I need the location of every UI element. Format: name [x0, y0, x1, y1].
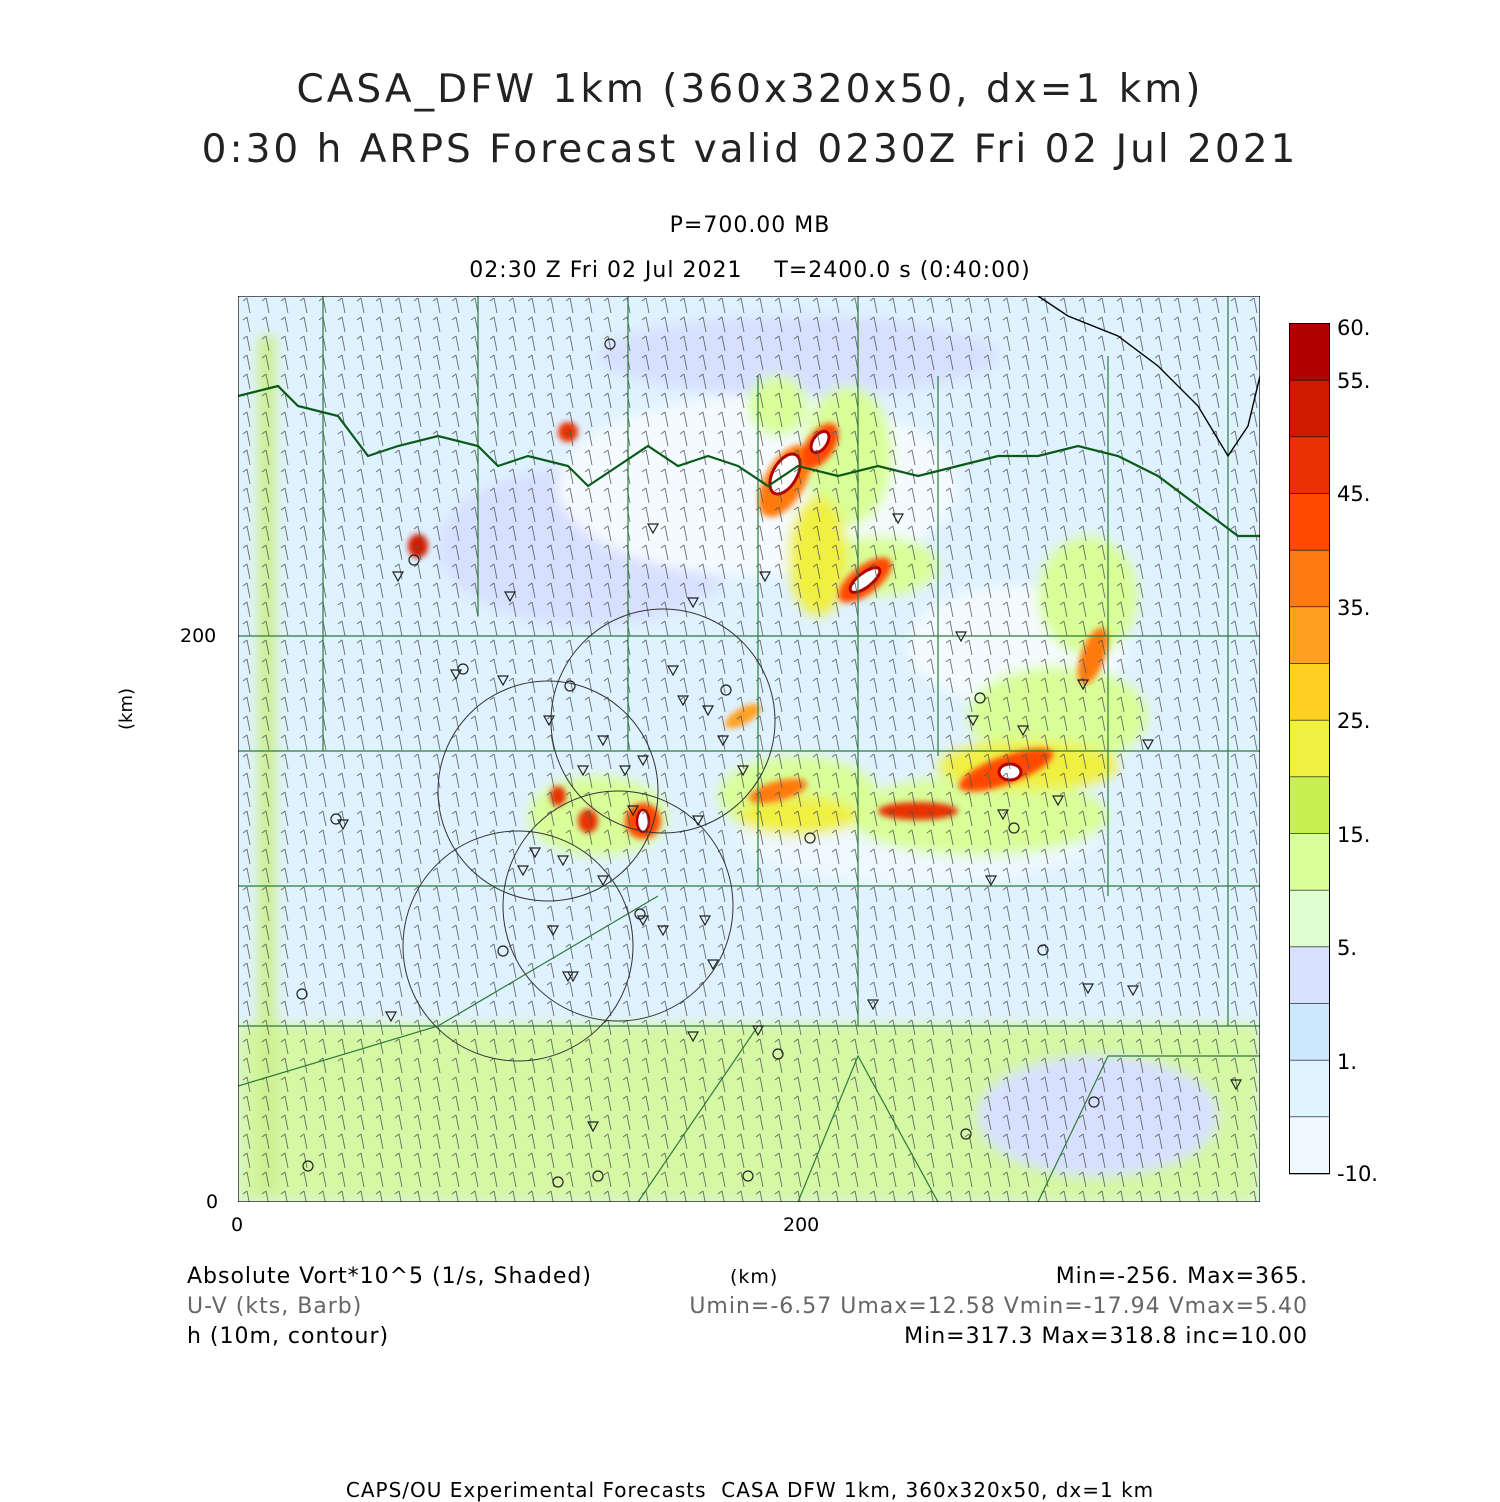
colorbar-swatch	[1290, 834, 1330, 891]
legend-height: h (10m, contour)	[187, 1324, 390, 1349]
colorbar-swatch	[1290, 777, 1330, 834]
colorbar-label-55: 55.	[1337, 369, 1371, 393]
colorbar-label-35: 35.	[1337, 596, 1371, 620]
colorbar-swatch	[1290, 720, 1330, 777]
y-axis-label: (km)	[116, 687, 137, 730]
x-tick-0: 0	[231, 1214, 244, 1236]
colorbar-label-5: 5.	[1337, 936, 1358, 960]
colorbar	[1289, 323, 1331, 1175]
colorbar-swatch	[1290, 890, 1330, 947]
colorbar-swatch	[1290, 947, 1330, 1004]
legend-vorticity-stats: Min=-256. Max=365.	[1055, 1264, 1308, 1289]
colorbar-swatch	[1290, 437, 1330, 494]
x-axis-label: (km)	[730, 1266, 779, 1288]
footer-credit: CAPS/OU Experimental Forecasts CASA DFW 1km, 360x320x50, dx=1 km	[345, 1478, 1155, 1502]
colorbar-swatch	[1290, 664, 1330, 721]
colorbar-label-minus10: -10.	[1337, 1162, 1378, 1186]
legend-height-stats: Min=317.3 Max=318.8 inc=10.00	[904, 1324, 1308, 1349]
valid-time-label: 02:30 Z Fri 02 Jul 2021 T=2400.0 s (0:40:00)	[469, 258, 1031, 283]
plot-title-line2: 0:30 h ARPS Forecast valid 0230Z Fri 02 Jul 2021	[201, 127, 1299, 172]
colorbar-swatches	[1290, 324, 1330, 1175]
pressure-level-label: P=700.00 MB	[669, 213, 831, 238]
colorbar-swatch	[1290, 1004, 1330, 1061]
colorbar-label-45: 45.	[1337, 482, 1371, 506]
colorbar-swatch	[1290, 1060, 1330, 1117]
colorbar-swatch	[1290, 324, 1330, 381]
colorbar-swatch	[1290, 607, 1330, 664]
colorbar-label-60: 60.	[1337, 316, 1371, 340]
colorbar-swatch	[1290, 550, 1330, 607]
colorbar-label-25: 25.	[1337, 709, 1371, 733]
wind-barbs	[238, 296, 1260, 1202]
legend-vorticity: Absolute Vort*10^5 (1/s, Shaded)	[187, 1264, 592, 1289]
x-tick-200: 200	[783, 1214, 820, 1236]
colorbar-label-15: 15.	[1337, 823, 1371, 847]
y-tick-200: 200	[180, 625, 217, 647]
colorbar-swatch	[1290, 494, 1330, 551]
colorbar-label-1: 1.	[1337, 1050, 1358, 1074]
y-tick-0: 0	[206, 1191, 219, 1213]
plot-title-line1: CASA_DFW 1km (360x320x50, dx=1 km)	[296, 67, 1204, 112]
vorticity-map	[238, 296, 1260, 1202]
legend-wind: U-V (kts, Barb)	[187, 1294, 363, 1319]
colorbar-swatch	[1290, 1117, 1330, 1174]
legend-wind-stats: Umin=-6.57 Umax=12.58 Vmin=-17.94 Vmax=5.40	[689, 1294, 1308, 1319]
colorbar-swatch	[1290, 380, 1330, 437]
